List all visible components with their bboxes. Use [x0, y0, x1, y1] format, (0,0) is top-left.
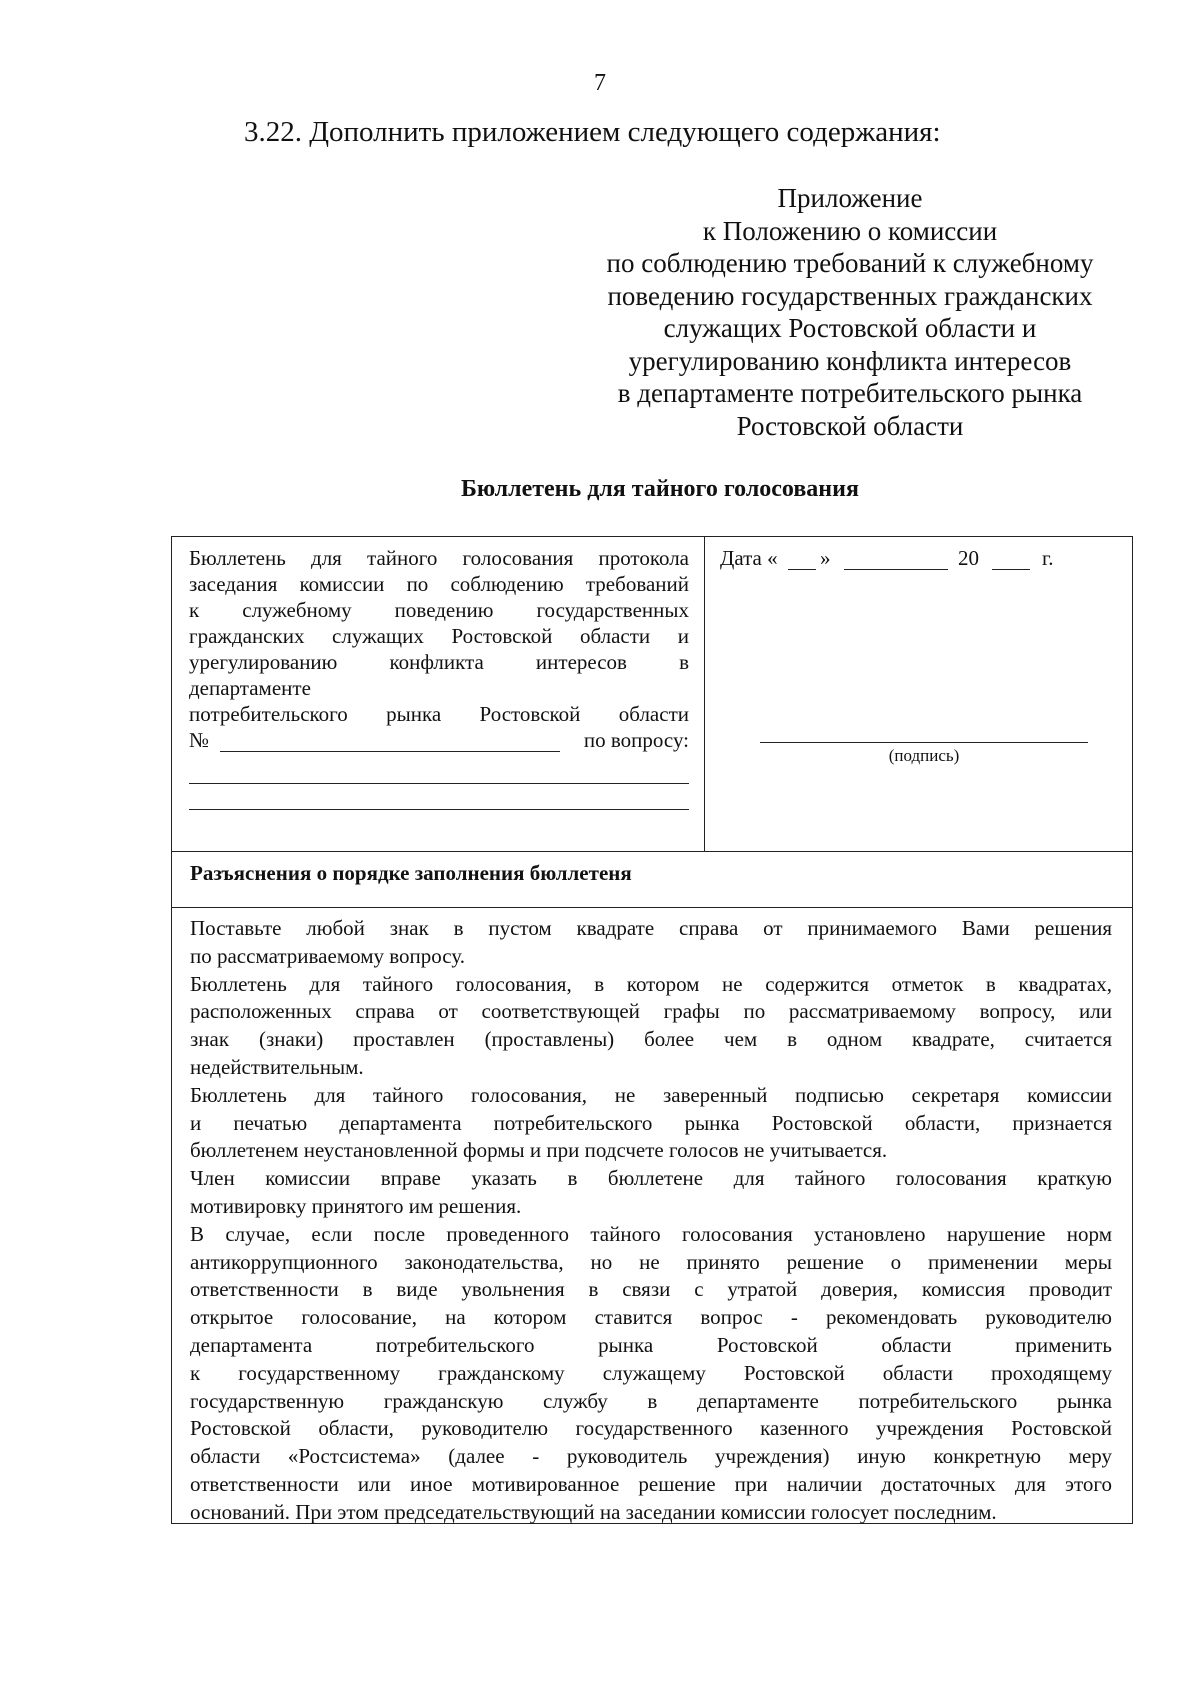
- date-year-field[interactable]: [992, 569, 1030, 570]
- appendix-line: в департаменте потребительского рынка: [617, 378, 1083, 408]
- explanation-line: по рассматриваемому вопросу.: [190, 943, 465, 968]
- ballot-line: урегулированию конфликта интересов в: [189, 650, 689, 674]
- intro-line: 3.22. Дополнить приложением следующего содержания:: [244, 116, 941, 148]
- explanation-line: Ростовской области, руководителю государственного казенного учреждения Ростовской: [190, 1416, 1112, 1441]
- explanation-line: знак (знаки) проставлен (проставлены) более чем в одном квадрате, считается: [190, 1027, 1112, 1052]
- appendix-line: поведению государственных гражданских: [607, 280, 1093, 311]
- explanation-line: государственную гражданскую службу в департаменте потребительского рынка: [190, 1388, 1112, 1413]
- appendix-line: служащих Ростовской области и: [663, 313, 1037, 343]
- on-question-label: по вопросу:: [583, 728, 689, 752]
- question-field-line-1[interactable]: [189, 783, 689, 784]
- question-field-line-2[interactable]: [189, 809, 689, 810]
- explanation-line: Бюллетень для тайного голосования, не заверенный подписью секретаря комиссии: [190, 1082, 1112, 1107]
- signature-caption: (подпись): [888, 746, 960, 765]
- ballot-table: [171, 536, 1133, 1524]
- ballot-line: Бюллетень для тайного голосования протокола: [189, 546, 689, 570]
- appendix-header: [560, 182, 1140, 442]
- date-close-quote: »: [820, 546, 831, 570]
- ballot-line: департаменте: [189, 676, 311, 700]
- explanation-line: мотивировку принятого им решения.: [190, 1193, 522, 1218]
- explanation-line: оснований. При этом председательствующий на заседании комиссии голосует последним.: [190, 1499, 997, 1524]
- date-year-prefix: 20: [958, 546, 979, 570]
- ballot-line: к служебному поведению государственных: [189, 598, 689, 622]
- explanation-line: антикоррупционного законодательства, но не принято решение о применении меры: [190, 1249, 1112, 1274]
- explanation-line: Бюллетень для тайного голосования, в котором не содержится отметок в квадратах,: [190, 971, 1112, 996]
- date-month-field[interactable]: [844, 569, 948, 570]
- explanation-line: В случае, если после проведенного тайного голосования установлено нарушение норм: [190, 1221, 1112, 1246]
- page-number: 7: [594, 70, 606, 96]
- number-sign: №: [189, 728, 210, 752]
- date-day-field[interactable]: [788, 569, 816, 570]
- explanation-line: бюллетенем неустановленной формы и при подсчете голосов не учитывается.: [190, 1138, 888, 1163]
- row-divider: [172, 907, 1132, 908]
- explanation-line: расположенных справа от соответствующей графы по рассматриваемому вопросу, или: [190, 999, 1112, 1024]
- explanations-body: [190, 915, 1112, 1527]
- explanation-line: открытое голосование, на котором ставится вопрос - рекомендовать руководителю: [190, 1305, 1112, 1330]
- appendix-line: Приложение: [777, 183, 923, 213]
- ballot-line: заседания комиссии по соблюдению требований: [189, 572, 689, 596]
- row-divider: [172, 851, 1132, 852]
- document-title: Бюллетень для тайного голосования: [461, 476, 859, 502]
- appendix-line: по соблюдению требований к служебному: [606, 248, 1094, 278]
- date-label: Дата «: [720, 546, 778, 570]
- protocol-number-field[interactable]: [220, 751, 560, 752]
- explanation-line: ответственности в виде увольнения в связи с утратой доверия, комиссия проводит: [190, 1277, 1112, 1302]
- ballot-line: потребительского рынка Ростовской области: [189, 702, 689, 726]
- appendix-line: Ростовской области: [736, 410, 964, 441]
- explanations-heading: Разъяснения о порядке заполнения бюллетеня: [190, 861, 632, 885]
- explanation-line: недействительным.: [190, 1054, 364, 1079]
- appendix-line: урегулированию конфликта интересов: [628, 345, 1072, 376]
- explanation-line: Член комиссии вправе указать в бюллетене для тайного голосования краткую: [190, 1166, 1112, 1191]
- column-divider: [704, 537, 705, 851]
- explanation-line: ответственности или иное мотивированное решение при наличии достаточных для этого: [190, 1471, 1112, 1496]
- explanation-line: департамента потребительского рынка Ростовской области применить: [190, 1332, 1112, 1357]
- appendix-line: к Положению о комиссии: [702, 215, 998, 246]
- explanation-line: и печатью департамента потребительского рынка Ростовской области, признается: [190, 1110, 1112, 1135]
- explanation-line: Поставьте любой знак в пустом квадрате справа от принимаемого Вами решения: [190, 916, 1112, 940]
- date-year-suffix: г.: [1042, 546, 1054, 570]
- explanation-line: к государственному гражданскому служащему Ростовской области проходящему: [190, 1360, 1112, 1385]
- ballot-line: гражданских служащих Ростовской области и: [189, 624, 689, 648]
- explanation-line: области «Ростсистема» (далее - руководитель учреждения) иную конкретную меру: [190, 1444, 1112, 1469]
- ballot-description: [189, 545, 689, 727]
